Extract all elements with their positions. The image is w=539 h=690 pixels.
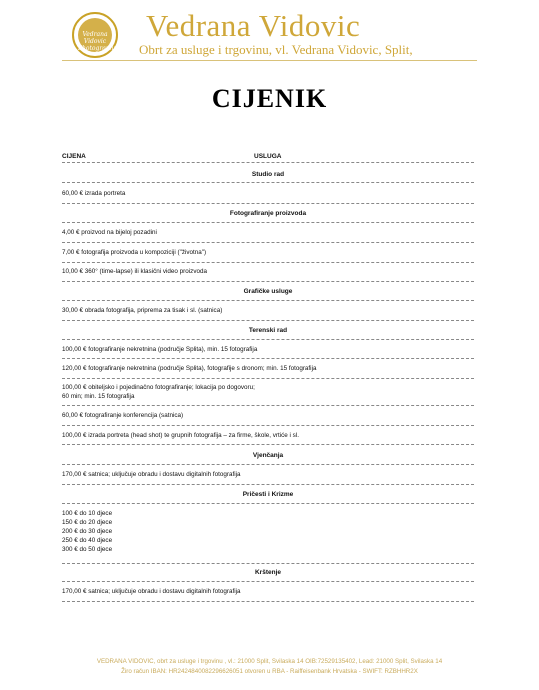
section-heading-studio: Studio rad xyxy=(251,171,285,178)
price-row: 250 € do 40 djece xyxy=(62,537,113,544)
section-heading-communions: Pričesti i Krizme xyxy=(242,491,294,498)
divider xyxy=(62,162,474,163)
logo xyxy=(72,12,118,58)
brand-tagline: Obrt za usluge i trgovinu, vl. Vedrana Vidovic, Split, xyxy=(139,42,413,57)
price-row: 100,00 € obiteljsko i pojedinačno fotografiranje; lokacija po dogovoru; 60 min; min. 15 fotografija xyxy=(62,384,255,400)
section-heading-products: Fotografiranje proizvoda xyxy=(229,210,307,217)
footer-line-bank: Žiro račun IBAN: HR2424840082296626051 otvoren u RBA - Raiffeisenbank Hrvatska - SWIFT: RZBHHR2X xyxy=(121,668,418,675)
divider xyxy=(62,425,474,426)
price-row: 170,00 € satnica; uključuje obradu i dostavu digitalnih fotografija xyxy=(62,588,241,595)
brand-name: Vedrana Vidovic xyxy=(146,8,361,43)
divider xyxy=(62,444,474,445)
divider xyxy=(62,182,474,183)
divider xyxy=(62,358,474,359)
divider xyxy=(62,563,474,564)
divider xyxy=(62,262,474,263)
section-heading-weddings: Vjenčanja xyxy=(252,452,284,459)
divider xyxy=(62,339,474,340)
price-row: 150 € do 20 djece xyxy=(62,519,113,526)
price-row: 7,00 € fotografija proizvoda u kompoziciji ("životna") xyxy=(62,249,207,256)
footer-line-address: VEDRANA VIDOVIC, obrt za usluge i trgovinu , vl.: 21000 Split, Svilaska 14 OIB:72529135402, Lead: 21000 Split, Svilaska 14 xyxy=(96,658,443,665)
divider xyxy=(62,405,474,406)
price-row: 60,00 € fotografiranje konferencija (satnica) xyxy=(62,412,184,419)
column-header-price: CIJENA xyxy=(62,153,86,160)
divider xyxy=(62,581,474,582)
divider xyxy=(62,300,474,301)
price-row: 300 € do 50 djece xyxy=(62,546,113,553)
divider xyxy=(62,464,474,465)
footer xyxy=(0,657,539,677)
divider xyxy=(62,281,474,282)
letterhead xyxy=(0,0,539,70)
section-heading-baptisms: Krštenje xyxy=(254,569,281,576)
price-row: 100 € do 10 djece xyxy=(62,510,113,517)
logo-badge xyxy=(78,18,117,52)
divider xyxy=(62,601,474,602)
divider xyxy=(62,242,474,243)
price-row: 10,00 € 360° (time-lapse) ili klasični video proizvoda xyxy=(62,268,207,275)
price-row: 170,00 € satnica; uključuje obradu i dostavu digitalnih fotografija xyxy=(62,471,241,478)
logo-text: Vedrana Vidovic Photography xyxy=(78,31,117,52)
price-row: 100,00 € izrada portreta (head shot) te grupnih fotografija – za firme, škole, vrtiće i sl. xyxy=(62,432,299,439)
divider xyxy=(62,503,474,504)
page-title: CIJENIK xyxy=(211,84,328,113)
price-row: 4,00 € proizvod na bijeloj pozadini xyxy=(62,229,157,236)
price-row: 30,00 € obrada fotografija, priprema za tisak i sl. (satnica) xyxy=(62,307,223,314)
section-heading-field: Terenski rad xyxy=(248,327,288,334)
header-divider xyxy=(62,60,477,61)
divider xyxy=(62,378,474,379)
divider xyxy=(62,222,474,223)
column-header-service: USLUGA xyxy=(254,153,282,160)
price-row: 60,00 € izrada portreta xyxy=(62,190,126,197)
section-heading-graphics: Grafičke usluge xyxy=(243,288,293,295)
divider xyxy=(62,203,474,204)
divider xyxy=(62,484,474,485)
divider xyxy=(62,320,474,321)
price-row: 120,00 € fotografiranje nekretnina (područje Splita), fotografije s dronom; min. 15 fotografija xyxy=(62,365,317,372)
price-row: 100,00 € fotografiranje nekretnina (područje Splita), min. 15 fotografija xyxy=(62,346,258,353)
price-row: 200 € do 30 djece xyxy=(62,528,113,535)
